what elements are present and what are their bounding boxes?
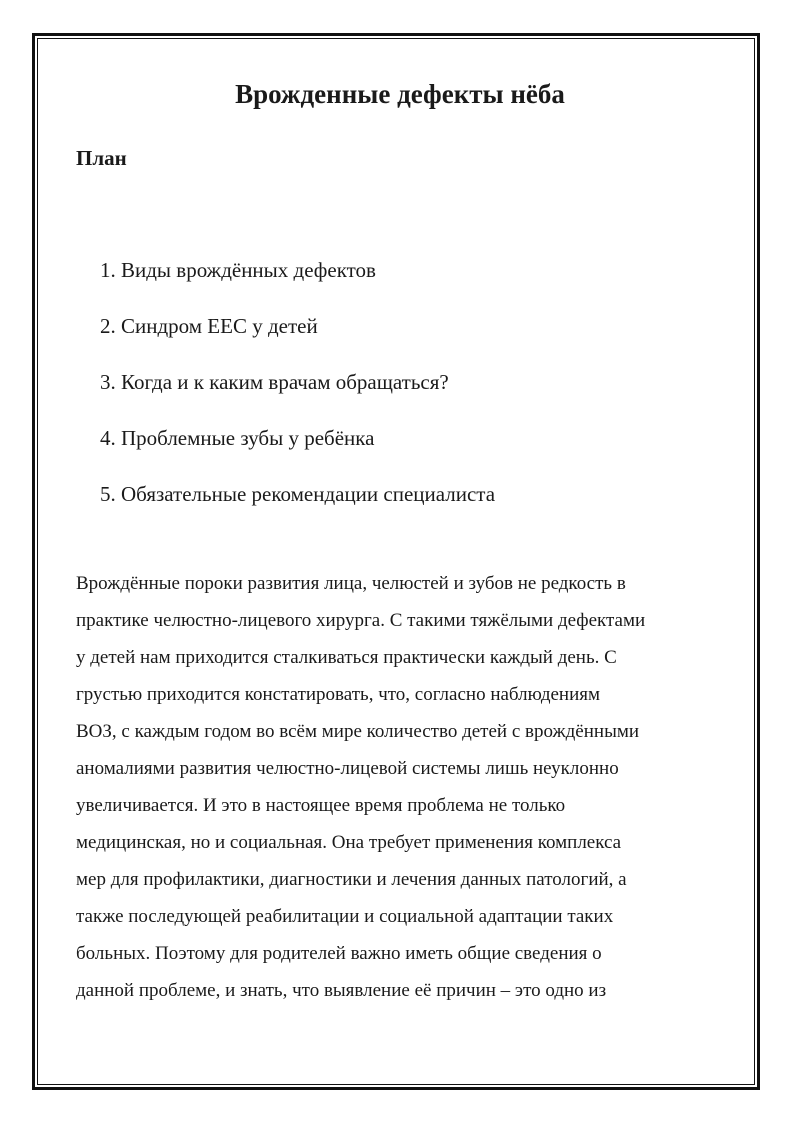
body-line: данной проблеме, и знать, что выявление её причин – это одно из <box>76 980 607 1001</box>
plan-item: 2. Синдром ЕЕС у детей <box>100 314 318 338</box>
body-line: также последующей реабилитации и социальной адаптации таких <box>76 906 614 927</box>
body-line: практике челюстно-лицевого хирурга. С такими тяжёлыми дефектами <box>76 610 646 631</box>
plan-item: 3. Когда и к каким врачам обращаться? <box>100 370 449 394</box>
body-line: мер для профилактики, диагностики и лечения данных патологий, а <box>76 869 627 890</box>
body-line: медицинская, но и социальная. Она требует применения комплекса <box>76 832 622 853</box>
body-line: у детей нам приходится сталкиваться практически каждый день. С <box>76 647 617 668</box>
body-line: больных. Поэтому для родителей важно иметь общие сведения о <box>76 943 602 964</box>
body-line: аномалиями развития челюстно-лицевой системы лишь неуклонно <box>76 758 619 779</box>
plan-item: 5. Обязательные рекомендации специалиста <box>100 482 496 506</box>
body-line: грустью приходится констатировать, что, согласно наблюдениям <box>76 684 601 705</box>
body-line: увеличивается. И это в настоящее время проблема не только <box>76 795 566 816</box>
plan-item: 1. Виды врождённых дефектов <box>100 258 376 282</box>
body-line: Врождённые пороки развития лица, челюстей и зубов не редкость в <box>76 573 626 594</box>
plan-item: 4. Проблемные зубы у ребёнка <box>100 426 375 450</box>
body-line: ВОЗ, с каждым годом во всём мире количество детей с врождёнными <box>76 721 640 742</box>
plan-heading: План <box>76 146 127 170</box>
document-title: Врожденные дефекты нёба <box>235 79 565 109</box>
plan-list <box>100 254 495 534</box>
body-paragraph <box>76 565 736 1009</box>
